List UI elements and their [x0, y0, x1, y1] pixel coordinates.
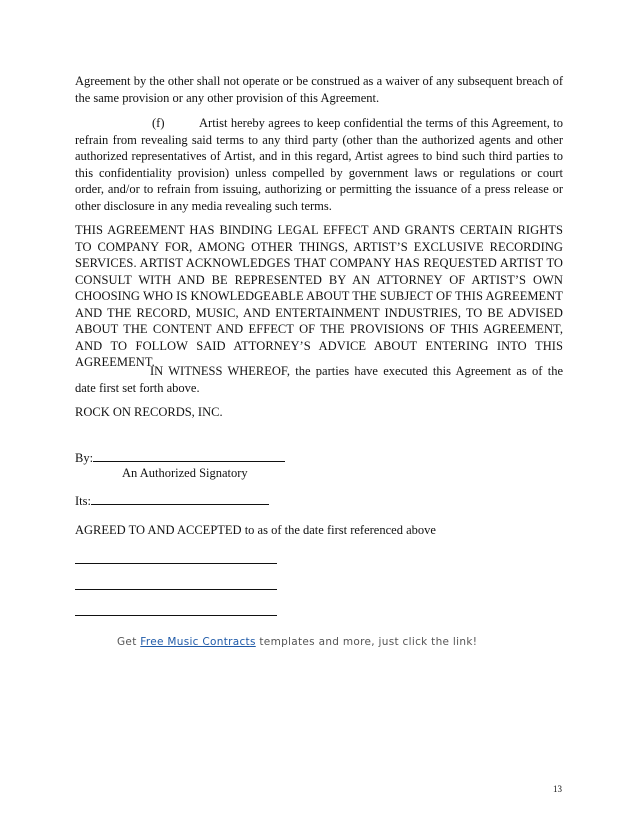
signature-blank-3 [75, 603, 563, 621]
signature-blank-1 [75, 551, 563, 569]
witness-clause [75, 363, 563, 396]
notice-text: THIS AGREEMENT HAS BINDING LEGAL EFFECT AND GRANTS CERTAIN RIGHTS TO COMPANY FOR, AMONG OTHER THINGS, ARTIST’S EXCLUSIVE RECORDING SERVICES. ARTIST ACKNOWLEDGES THAT COMPANY HAS REQUESTED ARTIST TO CONSULT WITH AND BE REPRESENTED BY AN ATTORNEY OF ARTIST’S OWN CHOOSING WHO IS KNOWLEDGEABLE ABOUT THE SUBJECT OF THIS AGREEMENT AND THE RECORD, MUSIC, AND ENTERTAINMENT INDUSTRIES, TO BE ADVISED ABOUT THE CONTENT AND EFFECT OF THE PROVISIONS OF THIS AGREEMENT, AND TO FOLLOW SAID ATTORNEY’S ADVICE ABOUT ENTERING INTO THIS AGREEMENT. [75, 223, 563, 369]
page-number: 13 [553, 784, 562, 794]
binding-legal-effect-notice [75, 222, 563, 371]
clause-f [75, 115, 563, 214]
title-line [91, 492, 269, 505]
promo-suffix: templates and more, just click the link! [255, 636, 478, 648]
by-signature-row [75, 449, 563, 467]
signature-blank-2 [75, 577, 563, 595]
by-label: By: [75, 451, 94, 465]
its-label: Its: [75, 494, 91, 508]
authorized-signatory-label: An Authorized Signatory [122, 466, 248, 480]
agreed-accepted-text: AGREED TO AND ACCEPTED to as of the date first referenced above [75, 523, 436, 537]
promo-prefix: Get [117, 636, 141, 648]
signature-line [93, 449, 285, 462]
free-music-contracts-link[interactable]: Free Music Contracts [140, 636, 256, 648]
paragraph-text: Agreement by the other shall not operate or be construed as a waiver of any subsequent breach of the same provision or any other provision of this Agreement. [75, 74, 563, 105]
company-name: ROCK ON RECORDS, INC. [75, 405, 223, 419]
witness-text: IN WITNESS WHEREOF, the parties have executed this Agreement as of the date first set forth above. [75, 364, 563, 395]
clause-f-text: Artist hereby agrees to keep confidential the terms of this Agreement, to refrain from revealing said terms to any third party (other than the authorized agents and other authorized representatives of Artist, and in this regard, Artist agrees to bind such third parties to this confidentiality provision) unless compelled by government laws or regulations or court order, and/or to refrain from issuing, authorizing or permitting the issuance of a press release or other disclosure in any media revealing such terms. [75, 116, 563, 213]
its-title-row [75, 492, 563, 510]
paragraph-waiver-continued [75, 73, 563, 106]
promo-line [117, 636, 477, 648]
clause-f-marker: (f) [152, 116, 165, 130]
